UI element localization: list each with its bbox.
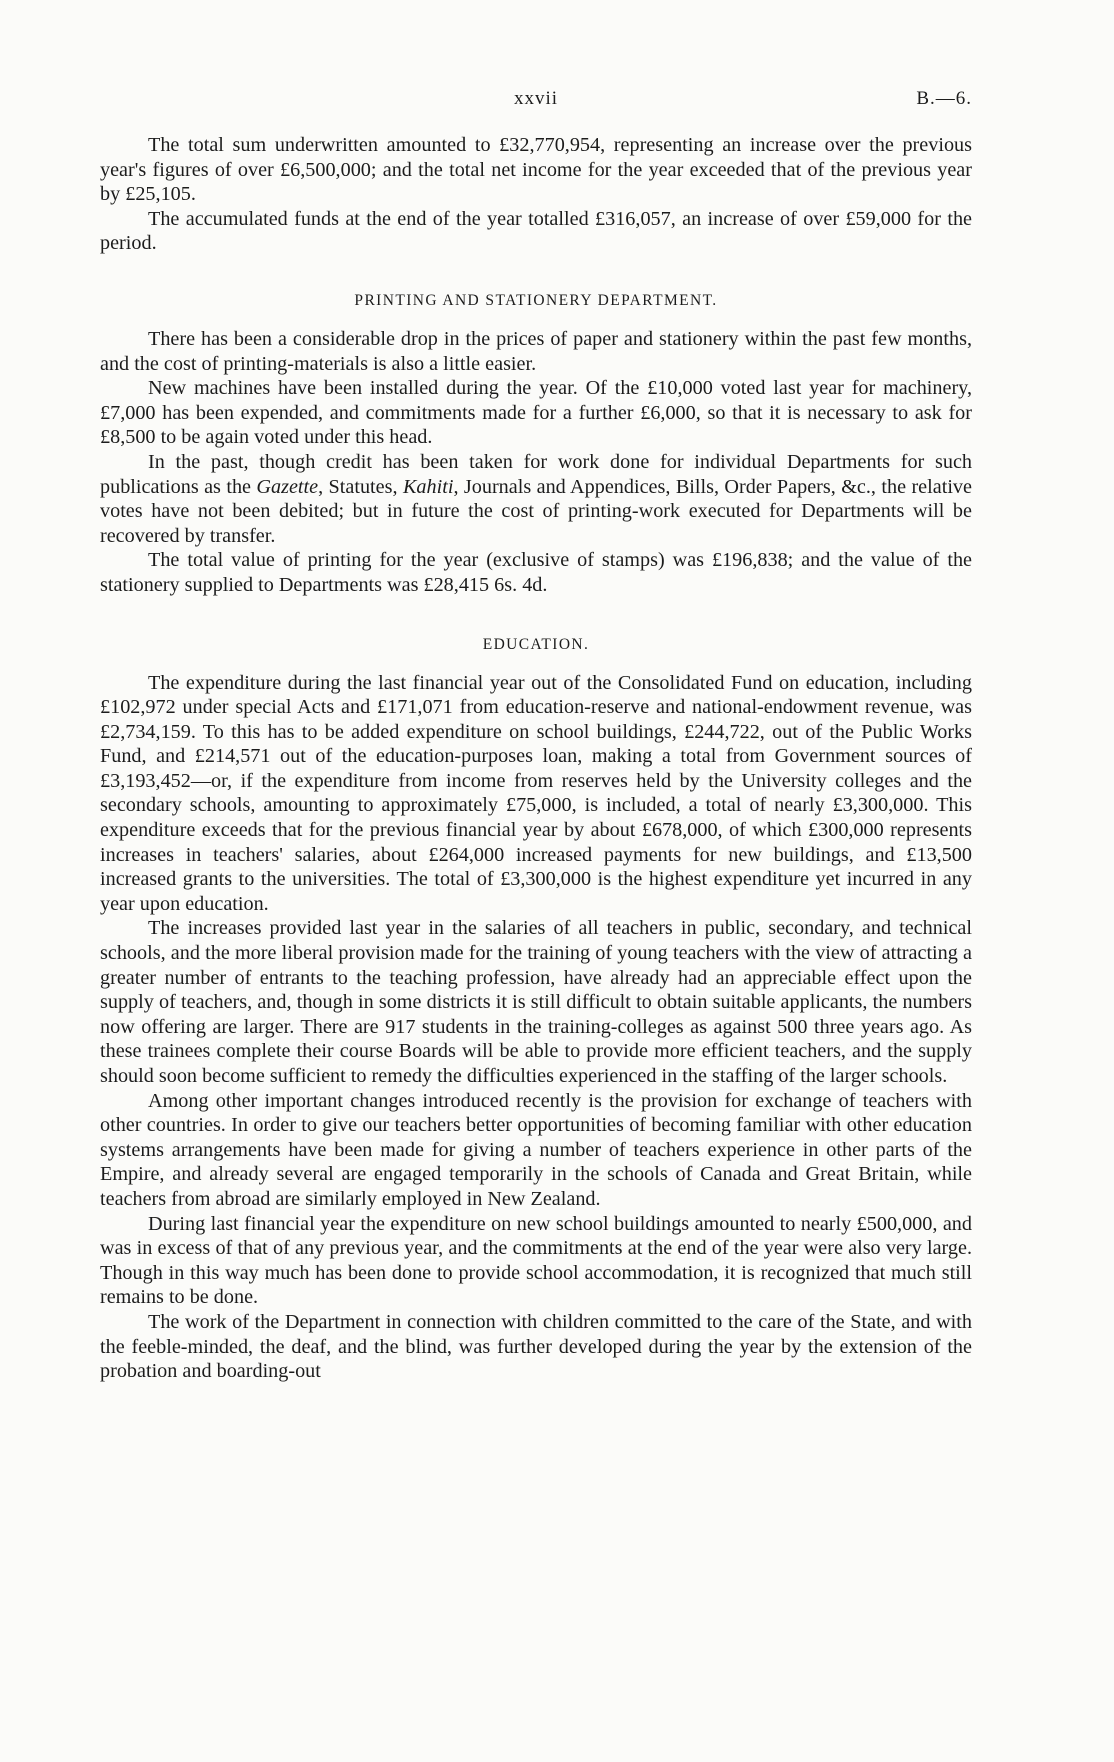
printing-paragraph-machines: New machines have been installed during the year. Of the £10,000 voted last year for machinery, £7,000 has been expended, and commitments made for a further £6,000, so that it is necessary to ask for £8,500 to be again voted under this head. xyxy=(100,377,972,449)
printing-debiting-text-start: In the past, though credit has been taken for work done for individual Departments for such publications as the xyxy=(100,450,972,498)
printing-paragraph-debiting xyxy=(100,450,972,548)
page-number: xxvii xyxy=(513,88,559,109)
education-paragraph-expenditure: The expenditure during the last financial year out of the Consolidated Fund on education, including £102,972 under special Acts and £171,071 from education-reserve and national-endowment revenue, was £2,734,159. To this has to be added expenditure on school buildings, £244,722, out of the Public Works Fund, and £214,571 out of the education-purposes loan, making a total from Government sources of £3,193,452—or, if the expenditure from income from reserves held by the University colleges and the secondary schools, amounting to approximately £75,000, is included, a total of nearly £3,300,000. This expenditure exceeds that for the previous financial year by about £678,000, of which £300,000 represents increases in teachers' salaries, about £264,000 increased payments for new buildings, and £13,500 increased grants to the universities. The total of £3,300,000 is the highest expenditure yet incurred in any year upon education. xyxy=(100,671,972,915)
printing-debiting-text-end: , Journals and Appendices, Bills, Order Papers, &c., the relative votes have not been debited; but in future the cost of printing-work executed for Departments will be recovered by transfer. xyxy=(100,475,972,547)
education-paragraph-buildings: During last financial year the expenditure on new school buildings amounted to nearly £500,000, and was in excess of that of any previous year, and the commitments at the end of the year were also very large. Though in this way much has been done to provide school accommodation, it is recognized that much still remains to be done. xyxy=(100,1212,972,1309)
page-body xyxy=(100,133,972,1384)
page-header xyxy=(100,88,972,112)
education-paragraph-teachers: The increases provided last year in the salaries of all teachers in public, secondary, and technical schools, and the more liberal provision made for the training of young teachers with the view of attracting a greater number of entrants to the teaching profession, have already had an appreciable effect upon the supply of teachers, and, though in some districts it is still difficult to obtain suitable applicants, the numbers now offering are larger. There are 917 students in the training-colleges as against 500 three years ago. As these trainees complete their course Boards will be able to provide more efficient teachers, and the supply should soon become sufficient to remedy the difficulties experienced in the staffing of the larger schools. xyxy=(100,917,972,1087)
accumulated-funds-paragraph: The accumulated funds at the end of the year totalled £316,057, an increase of over £59,000 for the period. xyxy=(100,207,972,255)
kahiti-title: Kahiti xyxy=(402,475,454,498)
printing-paragraph-totals: The total value of printing for the year (exclusive of stamps) was £196,838; and the value of the stationery supplied to Departments was £28,415 6s. 4d. xyxy=(100,549,972,596)
printing-debiting-text-middle: , Statutes, xyxy=(318,475,403,498)
gazette-title: Gazette xyxy=(256,475,319,498)
section-heading-printing: PRINTING AND STATIONERY DEPARTMENT. xyxy=(354,291,718,309)
document-reference: B.—6. xyxy=(916,88,972,109)
education-paragraph-exchange: Among other important changes introduced recently is the provision for exchange of teachers with other countries. In order to give our teachers better opportunities of becoming familiar with other education systems arrangements have been made for giving a number of teachers experience in other parts of the Empire, and already several are engaged temporarily in the schools of Canada and Great Britain, while teachers from abroad are similarly employed in New Zealand. xyxy=(100,1089,972,1210)
section-heading-education: EDUCATION. xyxy=(482,635,590,653)
education-paragraph-state-children: The work of the Department in connection with children committed to the care of the State, and with the feeble-minded, the deaf, and the blind, was further developed during the year by the extension of the probation and boarding-out xyxy=(100,1310,972,1383)
underwriting-paragraph: The total sum underwritten amounted to £32,770,954, representing an increase over the previous year's figures of over £6,500,000; and the total net income for the year exceeded that of the previous year by £25,105. xyxy=(100,134,972,206)
printing-paragraph-prices: There has been a considerable drop in the prices of paper and stationery within the past few months, and the cost of printing-materials is also a little easier. xyxy=(100,327,972,375)
